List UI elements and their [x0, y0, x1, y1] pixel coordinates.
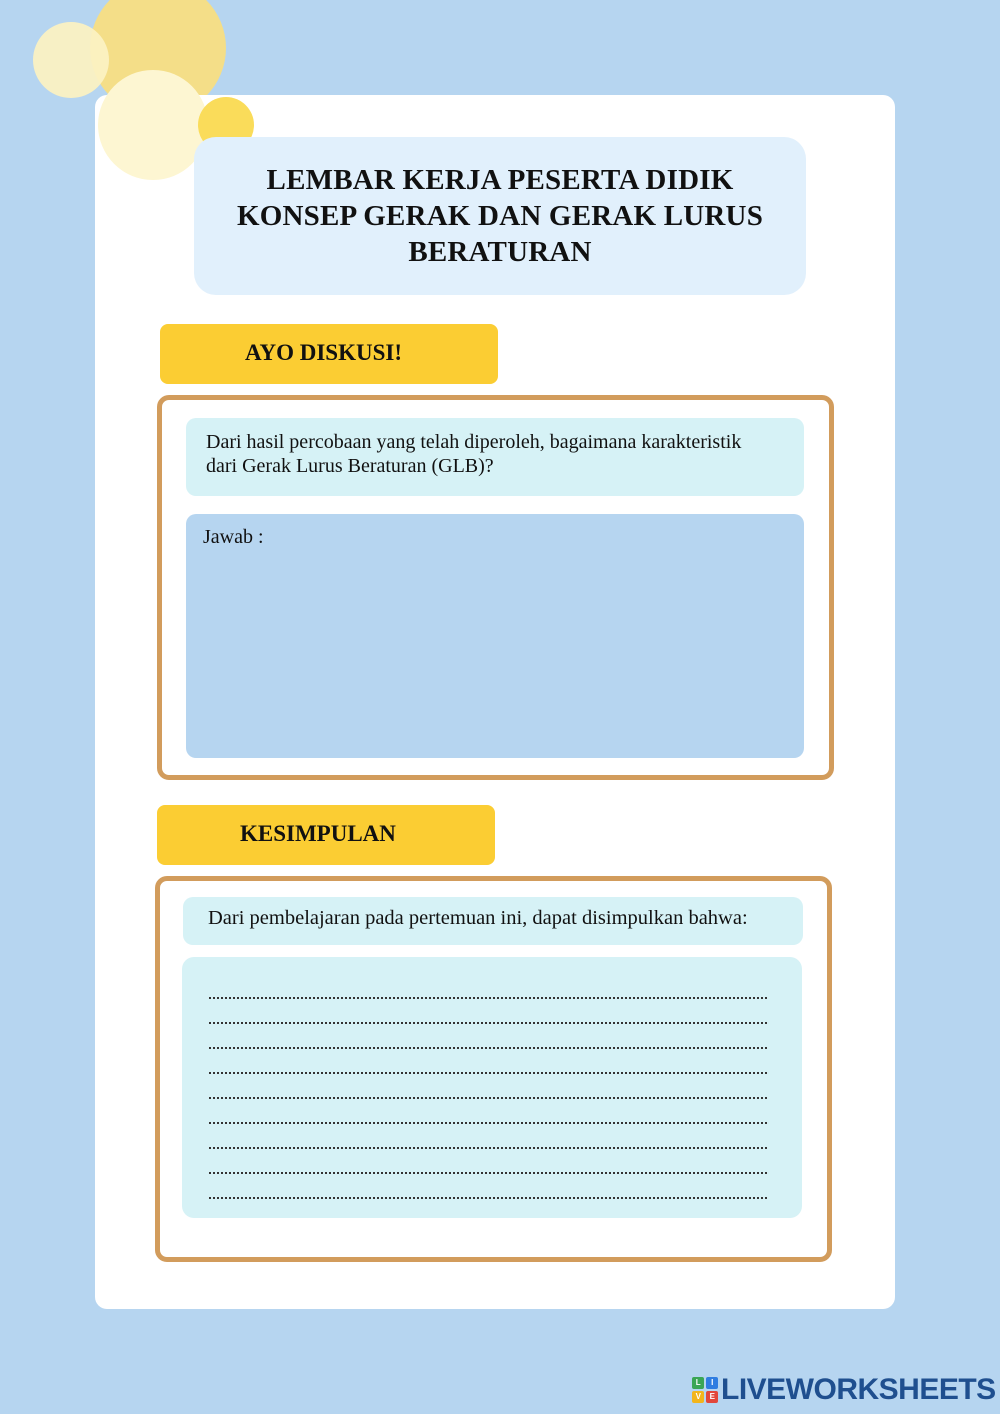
dotted-answer-line [209, 1174, 767, 1199]
logo-letter: E [706, 1391, 718, 1403]
conclusion-tag [157, 805, 495, 865]
title-line-3: BERATURAN [408, 236, 592, 268]
logo-letter: L [692, 1377, 704, 1389]
decor-bubble-small [33, 22, 109, 98]
discussion-question [186, 418, 804, 496]
title-box [194, 137, 806, 295]
brand-footer [692, 1374, 996, 1406]
conclusion-tag-label: KESIMPULAN [240, 821, 396, 846]
discussion-tag [160, 324, 498, 384]
title-line-2: KONSEP GERAK DAN GERAK LURUS [236, 200, 764, 232]
conclusion-answer-field[interactable] [182, 957, 802, 1218]
logo-letter: V [692, 1391, 704, 1403]
title-line-1: LEMBAR KERJA PESERTA DIDIK [266, 164, 734, 196]
dotted-answer-line [209, 1024, 767, 1049]
answer-field[interactable] [186, 514, 804, 758]
dotted-answer-line [209, 1049, 767, 1074]
dotted-answer-line [209, 974, 767, 999]
decor-bubble-pale [98, 70, 208, 180]
question-line-1: Dari hasil percobaan yang telah diperoleh, bagaimana karakteristik [206, 431, 742, 453]
page-title [237, 162, 763, 270]
dotted-answer-line [209, 1074, 767, 1099]
dotted-answer-line [209, 999, 767, 1024]
discussion-tag-label: AYO DISKUSI! [245, 340, 403, 365]
liveworksheets-logo-icon [692, 1377, 718, 1403]
brand-name: LIVEWORKSHEETS [721, 1373, 996, 1406]
dotted-answer-line [209, 1149, 767, 1174]
question-line-2: dari Gerak Lurus Beraturan (GLB)? [206, 455, 494, 477]
logo-letter: I [706, 1377, 718, 1389]
dotted-answer-line [209, 1099, 767, 1124]
conclusion-prompt [183, 897, 803, 945]
dotted-answer-line [209, 1124, 767, 1149]
conclusion-prompt-text: Dari pembelajaran pada pertemuan ini, dapat disimpulkan bahwa: [208, 907, 748, 929]
answer-label: Jawab : [203, 526, 264, 548]
